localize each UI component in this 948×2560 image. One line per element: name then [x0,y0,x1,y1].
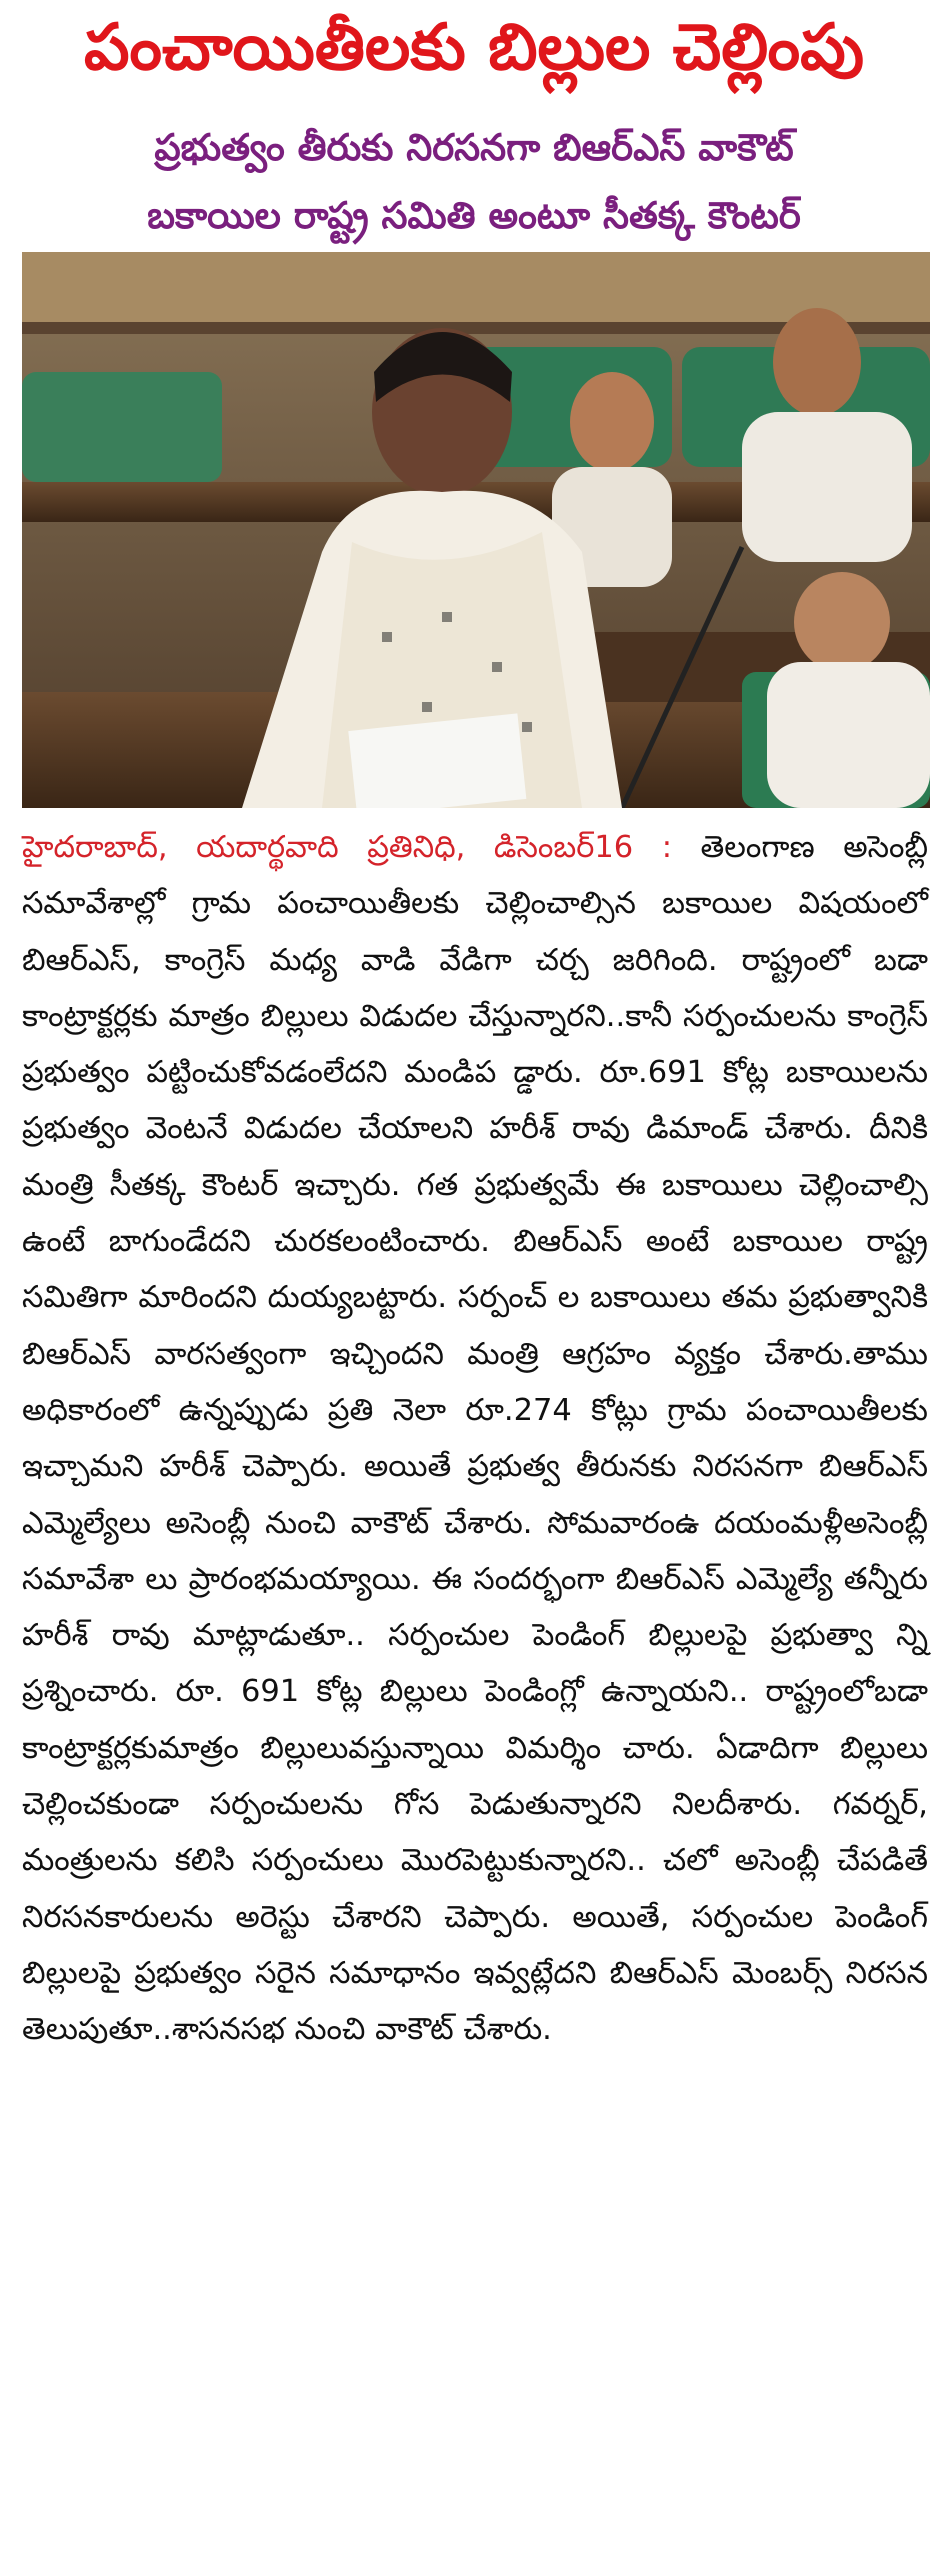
article-body [22,820,928,2059]
subheadline-1: ప్రభుత్వం తీరుకు నిరసనగా బిఆర్ఎస్ వాకౌట్ [154,126,794,169]
dateline: హైదరాబాద్, యదార్థవాది ప్రతినిధి, డిసెంబర్16 : [22,830,672,865]
article-text: తెలంగాణ అసెంబ్లీ సమావేశాల్లో గ్రామ పంచాయితీలకు చెల్లించాల్సిన బకాయిల విషయంలో బిఆర్ఎస్, కాంగ్రెస్ మధ్య వాడి వేడిగా చర్చ జరిగింది. రాష్ట్రంలో బడా కాంట్రాక్టర్లకు మాత్రం బిల్లులు విడుదల చేస్తున్నారని..కానీ సర్పంచులను కాంగ్రెస్ ప్రభుత్వం పట్టించుకోవడంలేదని మండిప డ్డారు. రూ.691 కోట్ల బకాయిలను ప్రభుత్వం వెంటనే విడుదల చేయాలని హరీశ్ రావు డిమాండ్ చేశారు. దీనికి మంత్రి సీతక్క కౌంటర్ ఇచ్చారు. గత ప్రభుత్వమే ఈ బకాయిలు చెల్లించాల్సి ఉంటే బాగుండేదని చురకలంటించారు. బిఆర్ఎస్ అంటే బకాయిల రాష్ట్ర సమితిగా మారిందని దుయ్యబట్టారు. సర్పంచ్ ల బకాయిలు తమ ప్రభుత్వానికి బిఆర్ఎస్ వారసత్వంగా ఇచ్చిందని మంత్రి ఆగ్రహం వ్యక్తం చేశారు.తాము అధికారంలో ఉన్నప్పుడు ప్రతి నెలా రూ.274 కోట్లు గ్రామ పంచాయితీలకు ఇచ్చామని హరీశ్ చెప్పారు. అయితే ప్రభుత్వ తీరునకు నిరసనగా బిఆర్ఎస్ ఎమ్మెల్యేలు అసెంబ్లీ నుంచి వాకౌట్ చేశారు. సోమవారంఉ దయంమళ్లీఅసెంబ్లీ సమావేశా లు ప్రారంభమయ్యాయి. ఈ సందర్భంగా బిఆర్ఎస్ ఎమ్మెల్యే తన్నీరు హరీశ్ రావు మాట్లాడుతూ.. సర్పంచుల పెండింగ్ బిల్లులపై ప్రభుత్వా న్ని ప్రశ్నించారు. రూ. 691 కోట్ల బిల్లులు పెండింగ్లో ఉన్నాయని.. రాష్ట్రంలోబడా కాంట్రాక్టర్లకుమాత్రం బిల్లులువస్తున్నాయి విమర్శిం చారు. ఏడాదిగా బిల్లులు చెల్లించకుండా సర్పంచులను గోస పెడుతున్నారని నిలదీశారు. గవర్నర్, మంత్రులను కలిసి సర్పంచులు మొరపెట్టుకున్నారని.. చలో అసెంబ్లీ చేపడితే నిరసనకారులను అరెస్టు చేశారని చెప్పారు. అయితే, సర్పంచుల పెండింగ్ బిల్లులపై ప్రభుత్వం సరైన సమాధానం ఇవ్వట్లేదని బిఆర్ఎస్ మెంబర్స్ నిరసన తెలుపుతూ..శాసనసభ నుంచి వాకౌట్ చేశారు. [22,830,928,2048]
headline: పంచాయితీలకు బిల్లుల చెల్లింపు [84,11,864,85]
news-photo [22,252,930,808]
subheadline-2: బకాయిల రాష్ట్ర సమితి అంటూ సీతక్క కౌంటర్ [147,194,801,237]
